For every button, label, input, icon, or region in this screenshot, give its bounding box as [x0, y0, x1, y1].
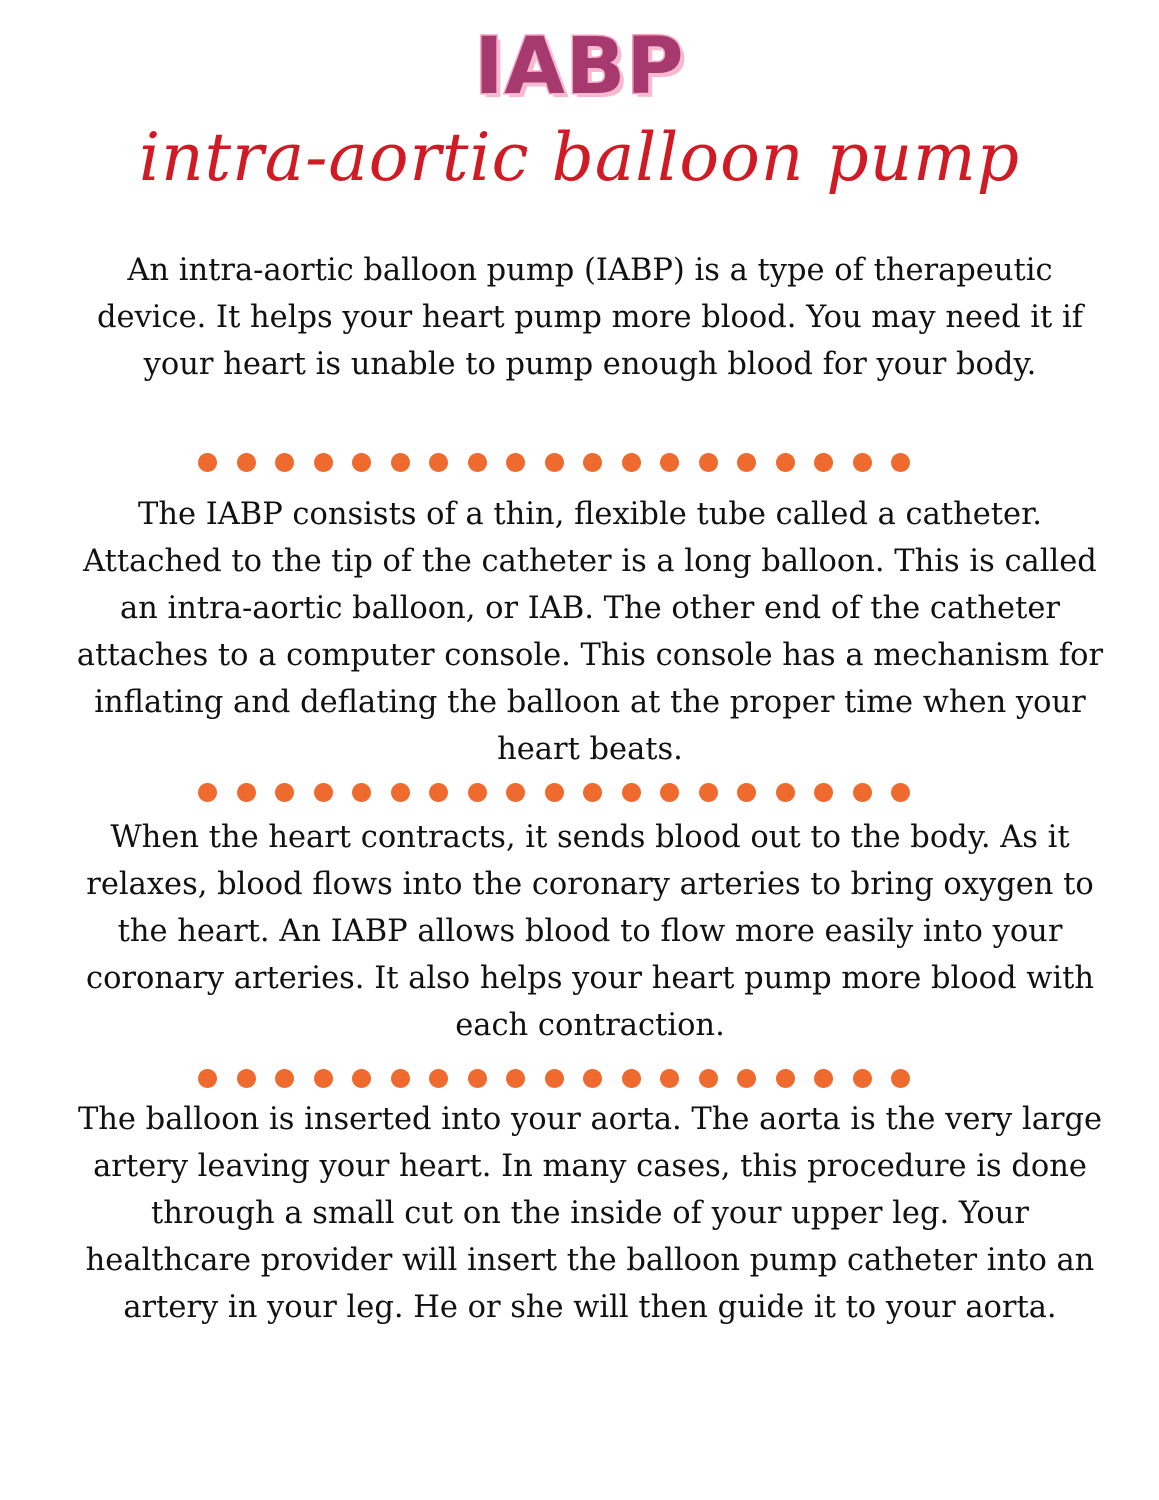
- divider-dot: [891, 1069, 910, 1088]
- paragraph-intro: An intra-aortic balloon pump (IABP) is a type of therapeutic device. It helps your heart pump more blood. You may need it if your heart is unable to pump enough blood for your body.: [96, 253, 1084, 382]
- divider-dot: [468, 1069, 487, 1088]
- divider-dot: [198, 783, 217, 802]
- dot-divider: [198, 451, 910, 473]
- divider-dot: [853, 783, 872, 802]
- divider-dot: [660, 783, 679, 802]
- divider-dot: [545, 1069, 564, 1088]
- divider-dot: [622, 783, 641, 802]
- divider-dot: [314, 1069, 333, 1088]
- divider-dot: [237, 453, 256, 472]
- paragraph-components: The IABP consists of a thin, flexible tube called a catheter. Attached to the tip of the catheter is a long balloon. This is called an intra-aortic balloon, or IAB. The other end of the catheter attaches to a computer console. This console has a mechanism for inflating and deflating the balloon at the proper time when your heart beats.: [76, 497, 1104, 767]
- divider-dot: [391, 1069, 410, 1088]
- divider-dot: [737, 1069, 756, 1088]
- divider-dot: [699, 453, 718, 472]
- divider-dot: [622, 453, 641, 472]
- divider-dot: [545, 453, 564, 472]
- page-subtitle: intra-aortic balloon pump: [139, 119, 1020, 196]
- divider-dot: [275, 783, 294, 802]
- divider-dot: [660, 453, 679, 472]
- divider-dot: [776, 783, 795, 802]
- divider-dot: [622, 1069, 641, 1088]
- divider-dot: [814, 453, 833, 472]
- divider-dot: [275, 453, 294, 472]
- divider-dot: [429, 1069, 448, 1088]
- divider-dot: [429, 783, 448, 802]
- divider-dot: [660, 1069, 679, 1088]
- divider-dot: [891, 453, 910, 472]
- divider-dot: [237, 1069, 256, 1088]
- divider-dot: [391, 783, 410, 802]
- paragraph-function: When the heart contracts, it sends blood out to the body. As it relaxes, blood flows into the coronary arteries to bring oxygen to the heart. An IABP allows blood to flow more easily into your coronary arteries. It also helps your heart pump more blood with each contraction.: [85, 820, 1094, 1043]
- divider-dot: [737, 453, 756, 472]
- divider-dot: [506, 453, 525, 472]
- divider-dot: [699, 783, 718, 802]
- divider-dot: [429, 453, 448, 472]
- divider-dot: [237, 783, 256, 802]
- divider-dot: [699, 1069, 718, 1088]
- divider-dot: [814, 1069, 833, 1088]
- divider-dot: [776, 1069, 795, 1088]
- divider-dot: [891, 783, 910, 802]
- divider-dot: [314, 783, 333, 802]
- dot-divider: [198, 1067, 910, 1089]
- divider-dot: [737, 783, 756, 802]
- divider-dot: [198, 453, 217, 472]
- divider-dot: [583, 453, 602, 472]
- divider-dot: [352, 783, 371, 802]
- divider-dot: [352, 1069, 371, 1088]
- page-title: IABP: [474, 22, 685, 112]
- divider-dot: [506, 1069, 525, 1088]
- divider-dot: [468, 783, 487, 802]
- divider-dot: [391, 453, 410, 472]
- divider-dot: [352, 453, 371, 472]
- divider-dot: [583, 783, 602, 802]
- divider-dot: [468, 453, 487, 472]
- divider-dot: [776, 453, 795, 472]
- dot-divider: [198, 781, 910, 803]
- divider-dot: [506, 783, 525, 802]
- divider-dot: [314, 453, 333, 472]
- divider-dot: [198, 1069, 217, 1088]
- paragraph-insertion: The balloon is inserted into your aorta. The aorta is the very large artery leaving your heart. In many cases, this procedure is done through a small cut on the inside of your upper leg. Your healthcare provider will insert the balloon pump catheter into an artery in your leg. He or she will then guide it to your aorta.: [77, 1102, 1103, 1325]
- divider-dot: [275, 1069, 294, 1088]
- divider-dot: [583, 1069, 602, 1088]
- divider-dot: [853, 1069, 872, 1088]
- divider-dot: [545, 783, 564, 802]
- divider-dot: [814, 783, 833, 802]
- divider-dot: [853, 453, 872, 472]
